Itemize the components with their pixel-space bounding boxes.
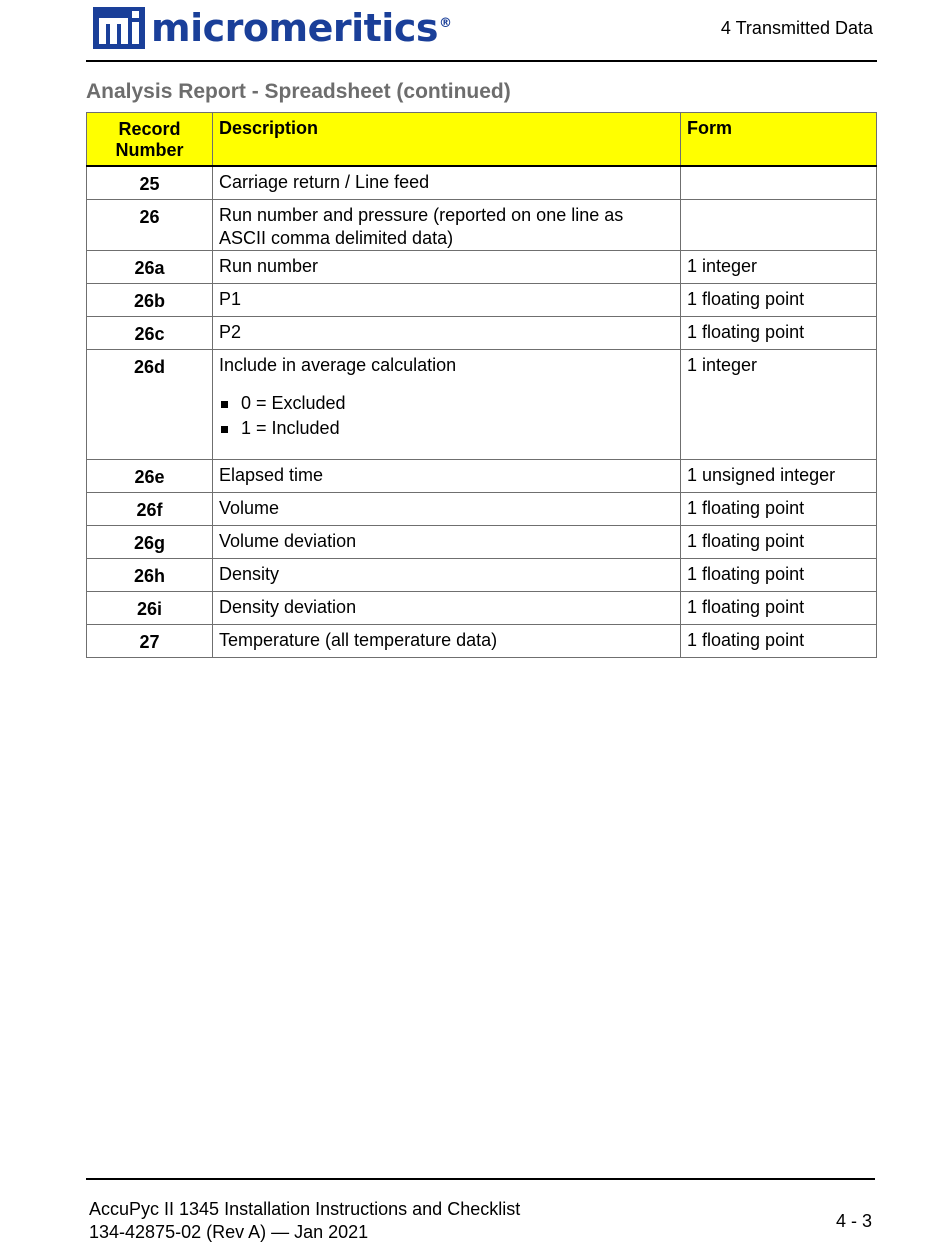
value-list (219, 391, 674, 441)
record-form (681, 166, 877, 199)
page-number: 4 - 3 (835, 1211, 872, 1231)
record-description: Volume deviation (213, 525, 681, 558)
record-form: 1 floating point (681, 492, 877, 525)
table-row (87, 166, 877, 199)
footer-doc-info (89, 1198, 520, 1244)
record-number: 26i (87, 591, 213, 624)
record-number: 26d (87, 349, 213, 459)
record-description: Volume (213, 492, 681, 525)
record-number: 26f (87, 492, 213, 525)
table-row (87, 349, 877, 459)
table-row (87, 525, 877, 558)
record-form (681, 199, 877, 250)
table-row (87, 624, 877, 657)
record-description: Temperature (all temperature data) (213, 624, 681, 657)
record-description: Density deviation (213, 591, 681, 624)
table-row (87, 250, 877, 283)
record-form: 1 floating point (681, 525, 877, 558)
chapter-title: 4 Transmitted Data (720, 18, 873, 38)
record-number: 26 (87, 199, 213, 250)
record-description: Carriage return / Line feed (213, 166, 681, 199)
table-row (87, 199, 877, 250)
record-description: Run number and pressure (reported on one line as ASCII comma delimited data) (213, 199, 681, 250)
record-number: 27 (87, 624, 213, 657)
header-record-number: Record Number (87, 113, 213, 167)
record-form: 1 floating point (681, 316, 877, 349)
table-row (87, 492, 877, 525)
record-description: Elapsed time (213, 459, 681, 492)
table-row (87, 591, 877, 624)
record-form: 1 floating point (681, 624, 877, 657)
record-number: 26b (87, 283, 213, 316)
record-form: 1 floating point (681, 283, 877, 316)
record-description: P1 (213, 283, 681, 316)
record-description: Density (213, 558, 681, 591)
record-description: Include in average calculation (219, 354, 457, 375)
table-row (87, 558, 877, 591)
record-form: 1 floating point (681, 558, 877, 591)
logo-mark-icon (93, 7, 145, 49)
table-header-row (87, 113, 877, 167)
record-number: 26c (87, 316, 213, 349)
record-form: 1 integer (681, 349, 877, 459)
record-form: 1 floating point (681, 591, 877, 624)
page-header (86, 0, 877, 62)
record-number: 26h (87, 558, 213, 591)
footer-divider (86, 1178, 875, 1180)
list-item: 0 = Excluded (219, 391, 674, 416)
table-row (87, 459, 877, 492)
record-number: 26g (87, 525, 213, 558)
footer-doc-number: 134-42875-02 (Rev A) — Jan 2021 (89, 1222, 369, 1242)
record-form: 1 unsigned integer (681, 459, 877, 492)
record-description: Run number (213, 250, 681, 283)
record-description: P2 (213, 316, 681, 349)
section-title: Analysis Report - Spreadsheet (continued) (86, 80, 511, 103)
header-form: Form (681, 113, 877, 167)
table-row (87, 283, 877, 316)
record-number: 25 (87, 166, 213, 199)
header-description: Description (213, 113, 681, 167)
record-number: 26e (87, 459, 213, 492)
list-item: 1 = Included (219, 416, 674, 441)
record-number: 26a (87, 250, 213, 283)
record-form: 1 integer (681, 250, 877, 283)
record-table (86, 112, 877, 658)
micromeritics-logo (93, 7, 451, 49)
record-description-cell (213, 349, 681, 459)
logo-wordmark: micromeritics® (151, 6, 452, 50)
table-row (87, 316, 877, 349)
footer-doc-title: AccuPyc II 1345 Installation Instructions and Checklist (89, 1199, 521, 1219)
